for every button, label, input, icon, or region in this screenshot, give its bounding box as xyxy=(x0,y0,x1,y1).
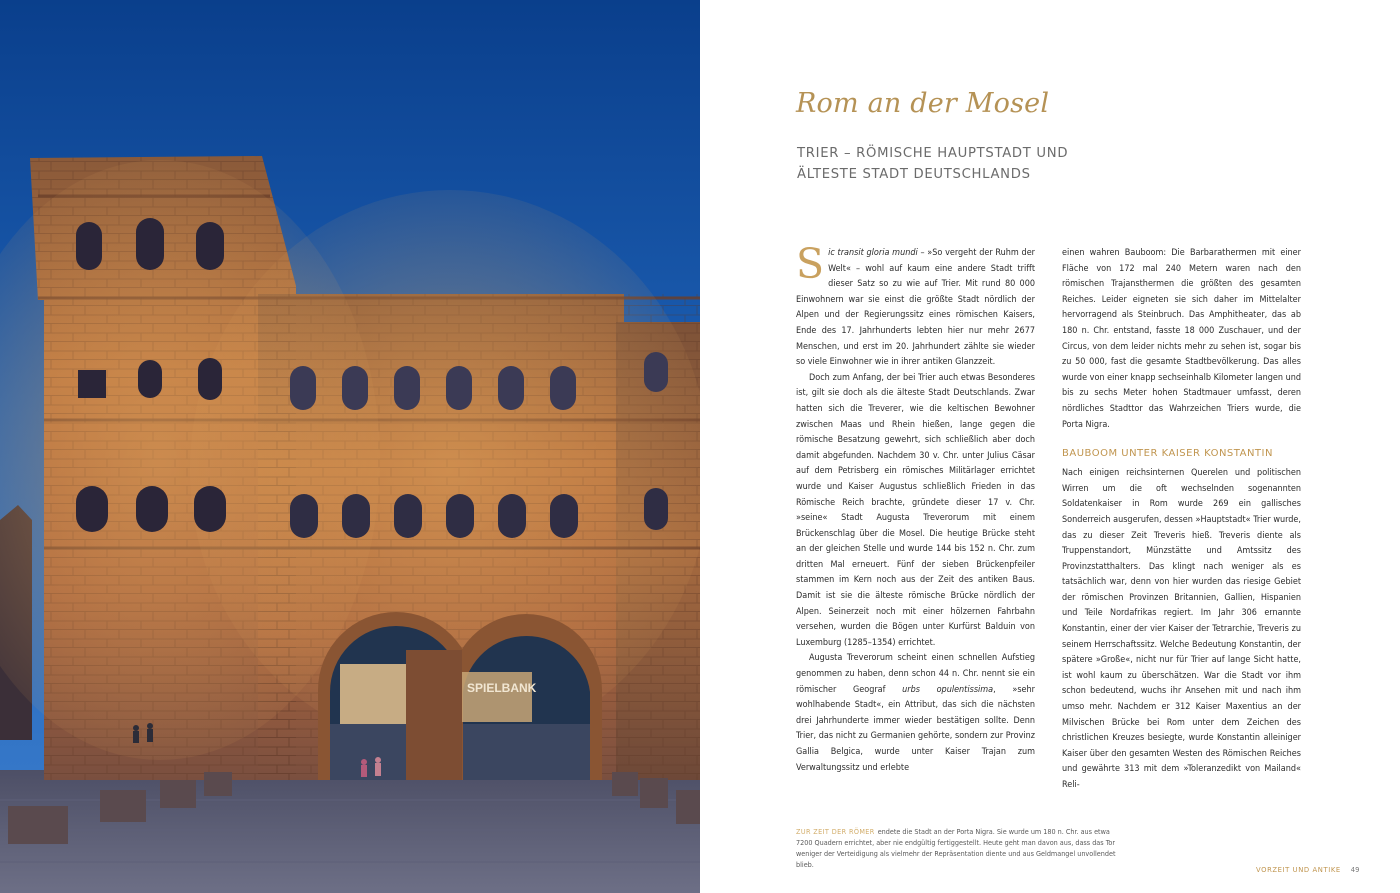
page-title: Rom an der Mosel xyxy=(796,88,1050,119)
paragraph-5: Nach einigen reichsinternen Querelen und politischen Wirren um die oft wechselnden sogenannten Soldatenkaiser in Rom wurde 269 ein gallisches Sonderreich ausgerufen, dessen »Hauptstadt« Trier wurde, das zu dieser Zeit Treveris hieß. Treveris diente als Truppenstandort, Münzstätte und Amtssitz des Provinzstatthalters. Das klingt nach weniger als es tatsächlich war, denn von hier wurden das riesige Gebiet der römischen Provinzen Britannien, Gallien, Hispanien und Teile Nordafrikas regiert. Im Jahr 306 ernannte Konstantin, einer der vier Kaiser der Tetrarchie, Treveris zu seinem Herrschaftssitz. Welche Bedeutung Konstantin, der spätere »Große«, nicht nur für Trier auf lange Sicht hatte, ist wohl kaum zu überschätzen. War die Stadt vor ihm schon bedeutend, wuchs ihr Ansehen mit und nach ihm umso mehr. Nachdem er 312 Kaiser Maxentius an der Milvischen Brücke bei Rom unter dem Zeichen des christlichen Kreuzes besiegte, wurde Konstantin alleiniger Kaiser über den gesamten Westen des Römischen Reiches und gewährte 313 mit dem »Toleranzedikt von Mailand« Reli- xyxy=(1062,468,1301,790)
caption-text: endete die Stadt an der Porta Nigra. Sie wurde um 180 n. Chr. aus etwa 7200 Quadern errichtet, aber nie endgültig fertiggestellt. Heute geht man davon aus, dass das Tor weniger der Verteidigung als vielmehr der Repräsentation diente und aus Geldmangel unvollendet blieb. xyxy=(796,827,1116,869)
subtitle-line-1: TRIER – RÖMISCHE HAUPTSTADT UND xyxy=(797,146,1069,161)
paragraph-3-text-b: , »sehr wohlhabende Stadt«, ein Attribut, das sich die nächsten drei Jahrhunderte immer wieder bestätigen sollte. Denn Trier, das nicht zu Germanien gehörte, sondern zur Provinz Gallia Belgica, wurde unter Kaiser Trajan zum Verwaltungssitz und erlebte xyxy=(796,684,1035,773)
spielbank-sign: SPIELBANK xyxy=(467,681,537,695)
text-page xyxy=(700,0,1400,893)
page-number: 49 xyxy=(1350,866,1360,874)
section-heading: BAUBOOM UNTER KAISER KONSTANTIN xyxy=(1062,448,1273,460)
text-column-right xyxy=(1062,246,1301,794)
text-column-left xyxy=(796,240,1036,776)
paragraph-3-text-a: Augusta Treverorum scheint einen schnellen Aufstieg genommen zu haben, denn schon 44 n. Chr. nennt sie ein römischer Geograf xyxy=(796,653,1035,695)
latin-term: urbs opulentissima xyxy=(902,684,994,695)
caption-lead: ZUR ZEIT DER RÖMER xyxy=(796,827,875,836)
paragraph-4: einen wahren Bauboom: Die Barbarathermen mit einer Fläche von 172 mal 240 Metern waren nach den römischen Trajansthermen die größten des gesamten Reiches. Leider eigneten sie sich daher im Mittelalter hervorragend als Steinbruch. Das Amphitheater, das ab 180 n. Chr. entstand, fasste 18 000 Zuschauer, und der Circus, von dem leider nichts mehr zu sehen ist, sogar bis zu 50 000, fast die gesamte Stadtbevölkerung. Das alles wurde von einer knapp sechseinhalb Kilometer langen und bis zu sechs Meter hohen Stadtmauer umfasst, deren nördliches Stadttor das Wahrzeichen Triers wurde, die Porta Nigra. xyxy=(1062,248,1301,430)
paragraph-3 xyxy=(796,651,1035,776)
porta-nigra-gate xyxy=(0,156,700,780)
footer-section-title: VORZEIT UND ANTIKE xyxy=(1256,866,1341,874)
paragraph-2: Doch zum Anfang, der bei Trier auch etwas Besonderes ist, gilt sie doch als die älteste Stadt Deutschlands. Zwar hatten sich die Treverer, wie die keltischen Bewohner zwischen Maas und Rhein hießen, lange gegen die römische Besatzung gewehrt, sich schließlich aber doch damit abgefunden. Nachdem 30 v. Chr. unter Julius Cäsar auf dem Petrisberg ein römisches Militärlager errichtet wurde und Kaiser Augustus schließlich Frieden in das Römische Reich brachte, gründete dieser 17 v. Chr. »seine« Stadt Augusta Treverorum mit einem Brückenschlag über die Mosel. Die heutige Brücke steht an der gleichen Stelle und wurde 144 bis 152 n. Chr. zum dritten Mal erneuert. Fünf der sieben Brückenpfeiler stammen im Kern noch aus der Zeit des antiken Baus. Damit ist sie die älteste römische Brücke nördlich der Alpen. Seinerzeit noch mit einer hölzernen Fahrbahn versehen, wurden die Bögen unter Kurfürst Balduin von Luxemburg (1285–1354) errichtet. xyxy=(796,372,1035,648)
plaza xyxy=(0,770,700,893)
paragraph-1 xyxy=(796,240,1036,371)
page-footer xyxy=(1256,866,1359,874)
drop-cap: S xyxy=(796,240,825,288)
photo-caption xyxy=(796,826,1116,870)
paragraph-1-text: – »So vergeht der Ruhm der Welt« – wohl auf kaum eine andere Stadt trifft dieser Satz so zu wie auf Trier. Mit rund 80 000 Einwohnern war sie einst die größte Stadt nördlich der Alpen und der Regierungssitz eines römischen Kaisers, Ende des 17. Jahrhunderts lebten hier nur mehr 2677 Menschen, und erst im 20. Jahrhundert zählte sie wieder so viele Einwohner wie in ihrer antiken Glanzzeit. xyxy=(796,248,1036,368)
latin-phrase: ic transit gloria mundi xyxy=(828,248,918,258)
subtitle-line-2: ÄLTESTE STADT DEUTSCHLANDS xyxy=(797,167,1031,182)
page-subtitle xyxy=(797,143,1097,185)
